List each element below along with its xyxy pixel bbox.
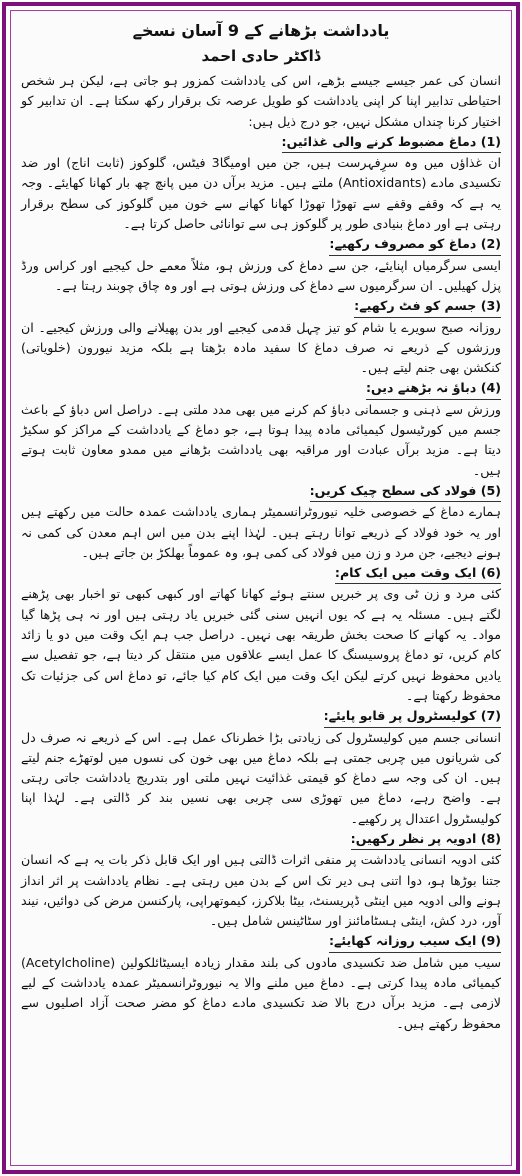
- section-7-body: انسانی جسم میں کولیسٹرول کی زیادتی بڑا خطرناک عمل ہے۔ اس کے ذریعے نہ صرف دل کی شریانوں میں چربی جمتی ہے بلکہ دماغ میں بھی خون کی نسوں میں لوتھڑے جنم لیتے ہیں۔ ان کی وجہ سے دماغ کو قیمتی غذائیت نہیں ملتی اور بتدریج یادداشت جاتی رہتی ہے۔ واضح رہے، دماغ میں تھوڑی سی چربی بھی نسیں بند کر ڈالتی ہے۔ لہٰذا اپنا کولیسٹرول اعتدال پر رکھیے۔: [21, 729, 501, 826]
- section-5-heading: (5) فولاد کی سطح چیک کریں:: [21, 481, 501, 502]
- section-8-body: کئی ادویہ انسانی یادداشت پر منفی اثرات ڈالتی ہیں اور ایک قابل ذکر بات یہ ہے کہ انسان جتنا بوڑھا ہو، دوا اتنی ہی دیر تک اس کے بدن میں رہتی ہے۔ نظام یادداشت پر اثر انداز ہونے والی ادویہ میں اینٹی ڈپریسنٹ، بیٹا بلاکرز، کیموتھراپی، پارکنسن مرض کی دوائیں، نیند آور، درد کش، اینٹی ہسٹامائنز اور سٹاٹینس شامل ہیں۔: [21, 852, 501, 929]
- section-1-heading: (1) دماغ مضبوط کرنے والی غذائیں:: [21, 132, 501, 153]
- section-5-body: ہمارے دماغ کے خصوصی خلیہ نیوروٹرانسمیٹر ہماری یادداشت عمدہ حالت میں رکھتے ہیں اور یہ خود فولاد کے ذریعے توانا رہتے ہیں۔ لہٰذا اپنے بدن میں اس اہم معدن کی کمی نہ ہونے دیجیے، جن مرد و زن میں فولاد کی کمی ہو، وہ عموماً بھلکڑ بن جاتے ہیں۔: [21, 504, 501, 560]
- section-7-heading: (7) کولیسٹرول پر قابو پایئے:: [21, 706, 501, 727]
- article-frame: [10, 10, 512, 1166]
- article-content: [11, 11, 511, 1034]
- section-1-body: ان غذاؤں میں وہ سرِفہرست ہیں، جن میں اومیگا3 فیٹس، گلوکوز (ثابت اناج) اور ضد تکسیدی مادے (Antioxidants) ملتے ہیں۔ مزید برآں دن میں پانچ چھ بار کھانا کھایئے۔ وجہ یہ ہے کہ وقفے وقفے سے تھوڑا تھوڑا کھانا کھانے سے خون میں گلوکوز کی سطح برقرار رہتی ہے اور دماغ بنیادی طور پر گلوکوز ہی سے توانائی حاصل کرتا ہے۔: [21, 155, 502, 232]
- section-9-heading: (9) ایک سیب روزانہ کھایئے:: [21, 931, 501, 952]
- section-6-body: کئی مرد و زن ٹی وی پر خبریں سنتے ہوئے کھانا کھاتے اور کبھی کبھی تو اخبار بھی پڑھنے لگتے ہیں۔ مسئلہ یہ ہے کہ یوں انہیں سنی گئی خبریں یاد رہتی ہیں اور نہ ہی پڑھا گیا مواد۔ یہ کھانے کا صحت بخش طریقہ بھی نہیں۔ دراصل جب ہم ایک وقت میں دو یا زائد کام کریں، تو دماغ پروسیسنگ کا عمل ایسے علاقوں میں منتقل کر دیتا ہے، جو تفصیل سے یادیں محفوظ نہیں کرتے لیکن ایک وقت میں ایک کام کیا جائے، تو دماغ اس کی جزئیات تک محفوظ رکھتا ہے۔: [21, 586, 501, 703]
- article-author: ڈاکٹر حادی احمد: [201, 47, 321, 65]
- section-8-heading: (8) ادویہ پر نظر رکھیں:: [21, 829, 501, 850]
- section-2-heading: (2) دماغ کو مصروف رکھیے:: [21, 234, 501, 255]
- article-title: یادداشت بڑھانے کے 9 آسان نسخے: [132, 21, 390, 40]
- section-3-body: روزانہ صبح سویرے یا شام کو تیز چہل قدمی کیجیے اور بدن پھیلانے والی ورزش کیجیے۔ ان ورزشوں کے ذریعے نہ صرف دماغ کا سفید مادہ بڑھتا ہے بلکہ مزید نیورون (خلویاتی) کنکشن بھی جنم لیتے ہیں۔: [21, 319, 501, 376]
- section-9-body: سیب میں شامل ضد تکسیدی مادوں کی بلند مقدار زیادہ ایسیٹائلکولین (Acetylcholine) کیمیائی مادہ پیدا کرتی ہے۔ دماغ میں ملنے والا یہ نیوروٹرانسمیٹر عمدہ یادداشت کے لیے لازمی ہے۔ مزید برآں درج بالا ضد تکسیدی مادے دماغ کو مضر صحت آزاد اصلیوں سے محفوظ رکھتے ہیں۔: [21, 954, 501, 1031]
- page-border: [2, 2, 520, 1174]
- section-4-body: ورزش سے ذہنی و جسمانی دباؤ کم کرنے میں بھی مدد ملتی ہے۔ دراصل اس دباؤ کے باعث جسم میں کورٹیسول کیمیائی مادہ پیدا ہوتا ہے، جو دماغ کے یادداشت کے مراکز کو سکیڑ دیتا ہے۔ مزید برآں عبادت اور مراقبہ بھی یادداشت بڑھانے میں ممدو معاون ثابت ہوتے ہیں۔: [21, 401, 501, 478]
- section-4-heading: (4) دباؤ نہ بڑھنے دیں:: [21, 378, 501, 399]
- section-6-heading: (6) ایک وقت میں ایک کام:: [21, 563, 501, 584]
- section-3-heading: (3) جسم کو فٹ رکھیے:: [21, 296, 501, 317]
- section-2-body: ایسی سرگرمیاں اپنایئے، جن سے دماغ کی ورزش ہو، مثلاً معمے حل کیجیے اور کراس ورڈ پزل کھیلیں۔ ان سرگرمیوں سے دماغ کی ورزش ہوتی ہے اور وہ چاق چوبند رہتا ہے۔: [21, 257, 501, 293]
- intro-paragraph: انسان کی عمر جیسے جیسے بڑھے، اس کی یادداشت کمزور ہو جاتی ہے، لیکن ہر شخص احتیاطی تدابیر اپنا کر اپنی یادداشت کو طویل عرصہ تک برقرار رکھ سکتا ہے۔ ان تدابیر کو اختیار کرنا چنداں مشکل نہیں، جو درج ذیل ہیں:: [21, 73, 501, 129]
